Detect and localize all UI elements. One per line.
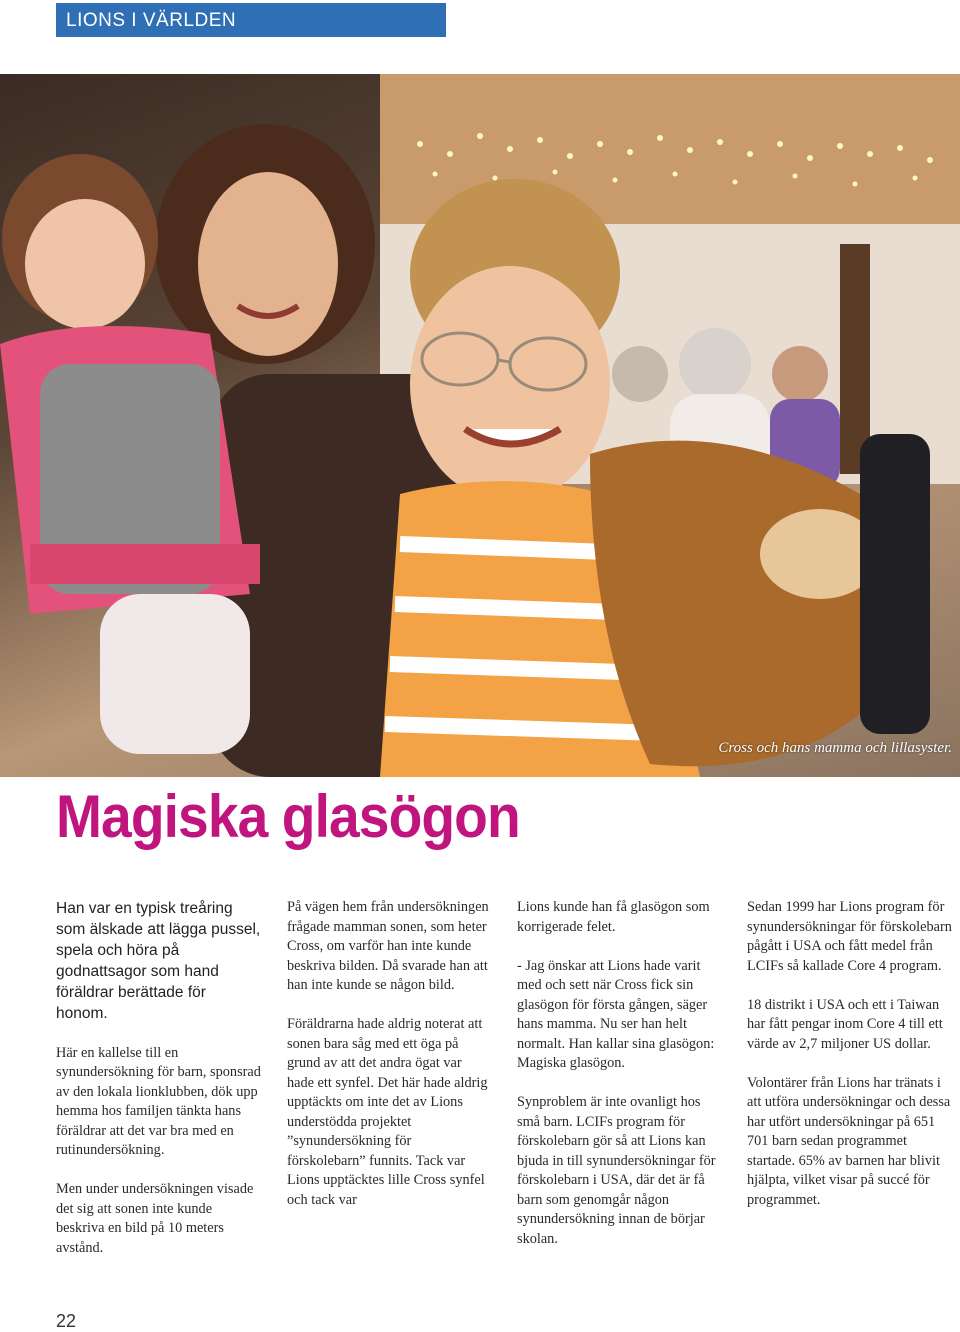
wooden-post xyxy=(840,244,870,474)
article-headline: Magiska glasögon xyxy=(56,783,520,850)
article-photo xyxy=(0,74,960,777)
page-number: 22 xyxy=(56,1311,77,1331)
body-paragraph: Synproblem är inte ovanligt hos små barn. LCIFs program för förskolebarn gör så att Lions kan bjuda in till synundersökningar för förskolebarn i USA, där det är få barn som genomgår någon synundersökning innan de börjar skolan. xyxy=(517,1094,716,1247)
photo-caption: Cross och hans mamma och lillasyster. xyxy=(718,740,952,756)
girl-dress-band xyxy=(30,544,260,584)
body-paragraph: Föräldrarna hade aldrig noterat att sonen bara såg med ett öga på grund av att det andra ögat var hade ett synfel. Det här hade aldrig upptäckts om inte det av Lions understödda projektet ”synundersökning för förskolebarn” funnits. Tack var Lions upptäcktes lille Cross synfel och tack var xyxy=(287,1016,488,1208)
body-paragraph: 18 distrikt i USA och ett i Taiwan har fått pengar inom Core 4 till ett värde av 2,7 miljoner US dollar. xyxy=(747,996,943,1052)
chair xyxy=(860,434,930,734)
body-paragraph: Lions kunde han få glasögon som korrigerade felet. xyxy=(517,899,710,935)
body-paragraph: - Jag önskar att Lions hade varit med och sett när Cross fick sin glasögon för första gången, säger hans mamma. Nu ser han helt normalt. Han kallar sina glasögon: Magiska glasögon. xyxy=(517,957,715,1071)
body-paragraph: Här en kallelse till en synundersökning för barn, sponsrad av den lokala lionklubben, dök upp hemma hos familjen tänkta hans föräldrar att det var bra med en rutinundersökning. xyxy=(56,1044,261,1158)
body-paragraph: Men under undersökningen visade det sig att sonen inte kunde beskriva en bild på 10 meters avstånd. xyxy=(56,1181,254,1256)
background-person-head xyxy=(772,346,828,402)
plush-lion-mane xyxy=(590,441,880,767)
girl-legs xyxy=(100,594,250,754)
article-column-4 xyxy=(747,898,952,1230)
body-paragraph: Volontärer från Lions har tränats i att utföra undersökningar och dessa har utfört undersökningar på 651 701 barn sedan programmet startade. 65% av barnen har blivit hjälpta, vilket visar på succé för programmet. xyxy=(747,1074,951,1208)
boy-face xyxy=(410,266,610,502)
lead-paragraph: Han var en typisk treåring som älskade att lägga pussel, spela och höra på godnattsagor som hand föräldrar berättade för honom. xyxy=(56,900,261,1022)
body-paragraph: På vägen hem från undersökningen frågade mamman sonen, som heter Cross, om varför han inte kunde beskriva bilden. Då svarade han att han inte kunde se någon bild. xyxy=(287,899,489,993)
section-header xyxy=(56,3,446,37)
girl-face xyxy=(25,199,145,329)
background-person-head xyxy=(612,346,668,402)
article-column-3 xyxy=(517,898,722,1269)
mother-face xyxy=(198,172,338,356)
article-column-1 xyxy=(56,898,261,1278)
photo-illustration xyxy=(0,74,960,777)
body-paragraph: Sedan 1999 har Lions program för synundersökningar för förskolebarn pågått i USA och fått medel från LCIFs så kallade Core 4 program. xyxy=(747,899,952,974)
article-column-2 xyxy=(287,898,492,1230)
background-person-head xyxy=(679,328,751,400)
section-title: LIONS I VÄRLDEN xyxy=(66,10,237,31)
